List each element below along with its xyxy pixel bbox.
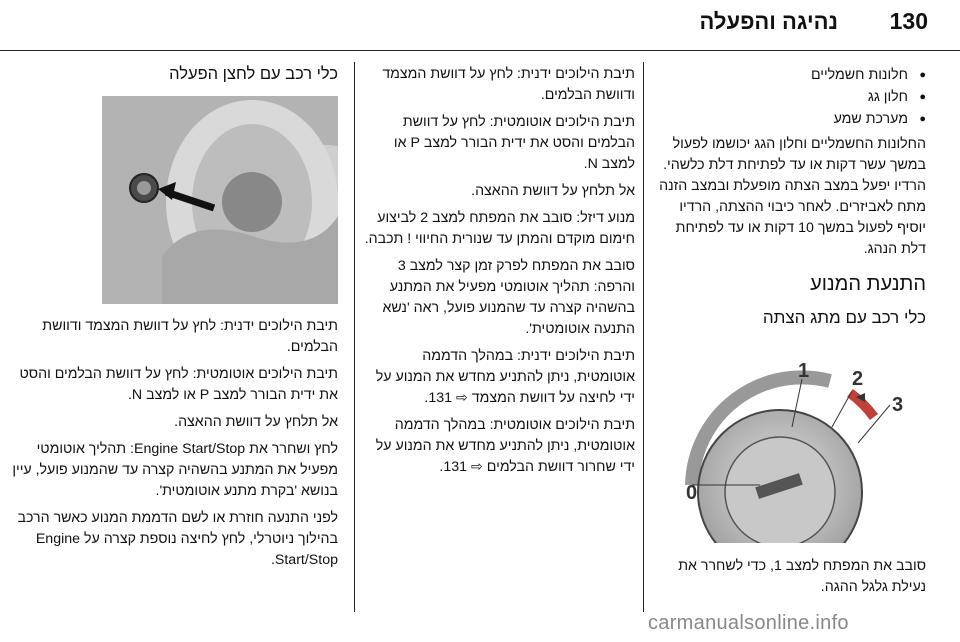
- left-column-heading-block: [158, 64, 338, 91]
- figure-caption-block: [652, 556, 926, 604]
- press-start-stop-step: לחץ ושחרר את Engine Start/Stop: תהליך אוטומטי מפעיל את המתנע בהשהיה קצרה עד שהמנוע פועל, עיין בנושא 'בקרת מתנע אוטומטית'.: [12, 441, 338, 499]
- diesel-preheat-step: מנוע דיזל: סובב את המפתח למצב 2 לביצוע חימום מוקדם והמתן עד שנורית החיווי ! תכבה.: [364, 210, 635, 247]
- dashboard-start-button-illustration: [102, 96, 338, 304]
- automatic-transmission-step: תיבת הילוכים אוטומטית: לחץ על דוושת הבלמים והסט את ידית הבורר למצב P או למצב N.: [393, 114, 635, 172]
- right-column: [652, 64, 926, 334]
- position-label-3: 3: [892, 394, 904, 416]
- column-divider-right: [643, 62, 644, 612]
- manual-transmission-step: תיבת הילוכים ידנית: לחץ על דוושת המצמד ודוושת הבלמים.: [42, 318, 338, 355]
- page-number: 130: [889, 8, 928, 34]
- start-button-heading: כלי רכב עם לחצן הפעלה: [169, 65, 338, 83]
- ignition-switch-illustration: [652, 357, 926, 543]
- list-item: ● מערכת שמע: [652, 108, 926, 130]
- left-column: [4, 316, 338, 577]
- ignition-switch-figure: [652, 357, 926, 543]
- accelerator-note: אל תלחץ על דוושת ההאצה.: [471, 183, 635, 199]
- automatic-transmission-step: תיבת הילוכים אוטומטית: לחץ על דוושת הבלמים והסט את ידית הבורר למצב P או למצב N.: [19, 366, 338, 403]
- retained-power-paragraph: החלונות החשמליים וחלון הגג יכושמו לפעול במשך עשר דקות או עד לפתיחת דלת כלשהי. הרדיו יפעל במצב הצתה מופעלת ובמצב הזנה מתח לאביזרים. לאחר כיבוי ההצתה, הרדיו יוסיף לפעול במשך 10 דקות או עד לפתיחת דלת הנהג.: [659, 136, 926, 257]
- accelerator-note: אל תלחץ על דוושת ההאצה.: [174, 414, 338, 430]
- feature-list: [652, 64, 926, 130]
- page-header: [0, 0, 960, 62]
- autostop-automatic-note: תיבת הילוכים אוטומטית: במהלך הדממה אוטומטית, ניתן להתניע מחדש את המנוע על ידי שחרור דוושת הבלמים ⇨ 131.: [375, 417, 635, 475]
- key-ignition-subheading: כלי רכב עם מתג הצתה: [762, 308, 926, 327]
- turn-key-step: סובב את המפתח לפרק זמן קצר למצב 3 והרפה: תהליך אוטומטי מפעיל את המתנע בהשהיה קצרה עד שהמנוע פועל, ראה 'נשא התנעה אוטומטית'.: [382, 258, 635, 337]
- header-rule: [0, 50, 960, 51]
- section-title: נהיגה והפעלה: [699, 9, 838, 34]
- column-divider-left: [354, 62, 355, 612]
- restart-or-stop-note: לפני התנעה חוזרת או לשם הדממת המנוע כאשר הרכב בהילוך ניוטרלי, לחץ לחיצה נוספת קצרה על Engine Start/Stop.: [17, 510, 338, 568]
- middle-column: [363, 64, 635, 484]
- position-label-1: 1: [798, 360, 810, 382]
- list-item: ● חלונות חשמליים: [652, 64, 926, 86]
- position-label-0: 0: [686, 482, 698, 504]
- engine-start-heading: התנעת המנוע: [810, 273, 926, 295]
- figure-caption: סובב את המפתח למצב 1, כדי לשחרר את נעילת גלגל ההגה.: [678, 558, 926, 595]
- list-item: ● חלון גג: [652, 86, 926, 108]
- start-button-figure: [102, 96, 338, 304]
- position-label-2: 2: [852, 368, 864, 390]
- manual-transmission-step: תיבת הילוכים ידנית: לחץ על דוושת המצמד ודוושת הבלמים.: [382, 66, 635, 103]
- watermark: carmanualsonline.info: [648, 612, 849, 634]
- autostop-manual-note: תיבת הילוכים ידנית: במהלך הדממה אוטומטית, ניתן להתניע מחדש את המנוע על ידי לחיצה על דוושת המצמד ⇨ 131.: [375, 348, 635, 406]
